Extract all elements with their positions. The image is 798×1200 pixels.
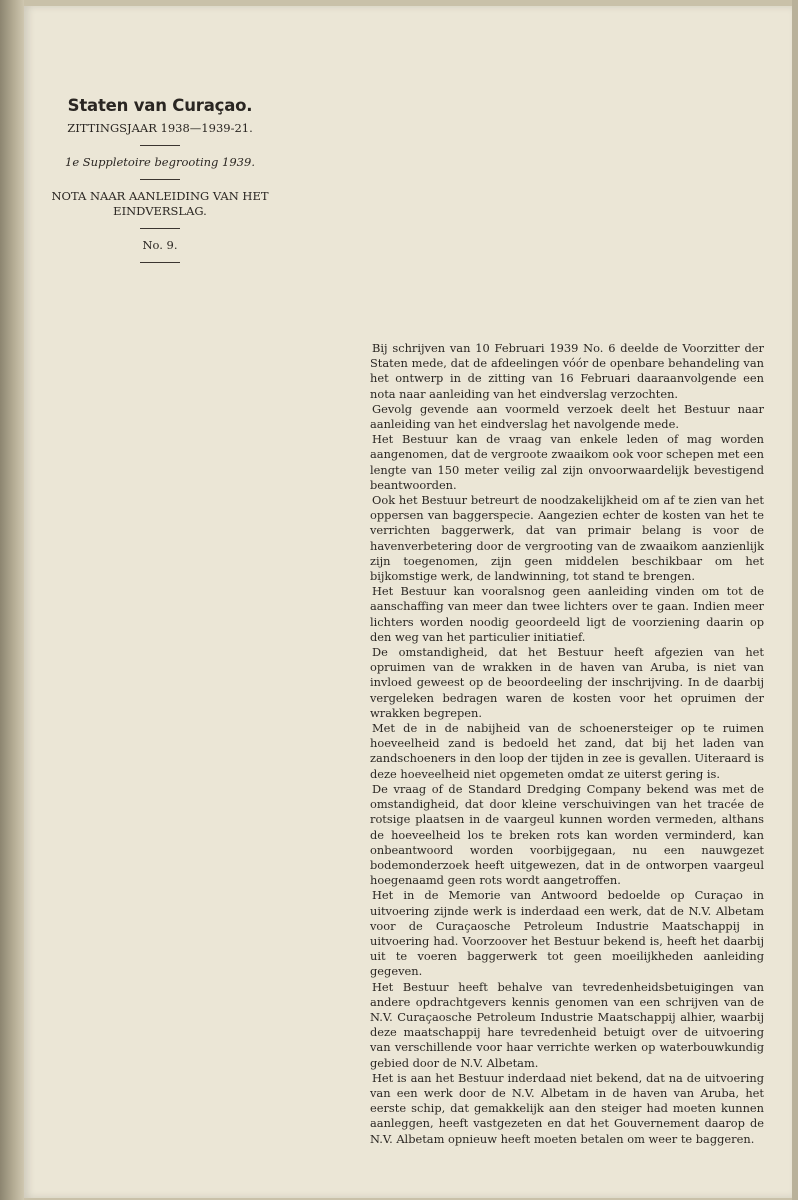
paragraph: De vraag of de Standard Dredging Company bekend was met de omstandigheid, dat door kleine verschuivingen van het tracée de rotsige plaatsen in de vaargeul kunnen worden vermeden, althans de hoeveelheid los te breken rots kan worden verminderd, kan onbeantwoord worden voorbijgegaan, nu een nauwgezet bodemonderzoek heeft uitgewezen, dat in de ontworpen vaargeul hoegenaamd geen rots wordt aangetroffen. xyxy=(370,781,764,888)
nota-title-line2: EINDVERSLAG. xyxy=(113,204,207,218)
paragraph: Gevolg gevende aan voormeld verzoek deelt het Bestuur naar aanleiding van het eindverslag het navolgende mede. xyxy=(370,401,764,432)
paragraph: Het in de Memorie van Antwoord bedoelde op Curaçao in uitvoering zijnde werk is inderdaad een werk, dat de N.V. Albetam voor de Curaçaosche Petroleum Industrie Maatschappij in uitvoering had. Voorzoover het Bestuur bekend is, heeft het daarbij uit te voeren baggerwerk tot geen moeilijkheden aanleiding gegeven. xyxy=(370,888,764,979)
header-divider xyxy=(140,262,180,263)
paragraph: Met de in de nabijheid van de schoenersteiger op te ruimen hoeveelheid zand is bedoeld het zand, dat bij het laden van zandschoeners in den loop der tijden in zee is gevallen. Uiteraard is deze hoeveelheid niet opgemeten omdat ze uiterst gering is. xyxy=(370,721,764,781)
body-text xyxy=(370,341,764,1147)
header-divider xyxy=(140,228,180,229)
paragraph: Het is aan het Bestuur inderdaad niet bekend, dat na de uitvoering van een werk door de N.V. Albetam in de haven van Aruba, het eerste schip, dat gemakkelijk aan den steiger had moeten kunnen aanleggen, heeft vastgezeten en dat het Gouvernement daarop de N.V. Albetam opnieuw heeft moeten betalen om weer te baggeren. xyxy=(370,1070,764,1146)
document-title: Staten van Curaçao. xyxy=(67,96,253,115)
paragraph: Bij schrijven van 10 Februari 1939 No. 6 deelde de Voorzitter der Staten mede, dat de afdeelingen vóór de openbare behandeling van het ontwerp in de zitting van 16 Februari daaraanvolgende een nota naar aanleiding van het eindverslag verzochten. xyxy=(370,341,764,401)
paragraph: Het Bestuur kan vooralsnog geen aanleiding vinden om tot de aanschaffing van meer dan twee lichters over te gaan. Indien meer lichters worden noodig geoordeeld ligt de voorziening daarin op den weg van het particulier initiatief. xyxy=(370,584,764,644)
header-divider xyxy=(140,145,180,146)
paragraph: De omstandigheid, dat het Bestuur heeft afgezien van het opruimen van de wrakken in de haven van Aruba, is niet van invloed geweest op de beoordeeling der inschrijving. In de daarbij vergeleken bedragen waren de kosten voor het opruimen der wrakken begrepen. xyxy=(370,645,764,720)
page-edge xyxy=(792,0,798,1200)
book-spine xyxy=(0,0,24,1200)
budget-subtitle: 1e Suppletoire begrooting 1939. xyxy=(65,155,255,169)
paragraph: Het Bestuur heeft behalve van tevredenheidsbetuigingen van andere opdrachtgevers kennis genomen van een schrijven van de N.V. Curaçaosche Petroleum Industrie Maatschappij alhier, waarbij deze maatschappij hare tevredenheid betuigt over de uitvoering van verschillende voor haar verrichte werken op waterbouwkundig gebied door de N.V. Albetam. xyxy=(370,979,764,1070)
header-divider xyxy=(140,179,180,180)
paragraph: Ook het Bestuur betreurt de noodzakelijkheid om af te zien van het oppersen van baggerspecie. Aangezien echter de kosten van het te verrichten baggerwerk, dat van primair belang is voor de havenverbetering door de vergrooting van de zwaaikom aanzienlijk zijn toegenomen, zijn geen middelen beschikbaar om het bijkomstige werk, de landwinning, tot stand te brengen. xyxy=(370,493,764,584)
nota-title-line1: NOTA NAAR AANLEIDING VAN HET xyxy=(51,189,269,203)
document-header xyxy=(40,96,280,272)
session-year: ZITTINGSJAAR 1938—1939-21. xyxy=(67,121,253,135)
paragraph: Het Bestuur kan de vraag van enkele leden of mag worden aangenomen, dat de vergroote zwaaikom ook voor schepen met een lengte van 150 meter veilig zal zijn onvoorwaardelijk bevestigend beantwoorden. xyxy=(370,432,764,492)
document-number: No. 9. xyxy=(142,238,178,252)
